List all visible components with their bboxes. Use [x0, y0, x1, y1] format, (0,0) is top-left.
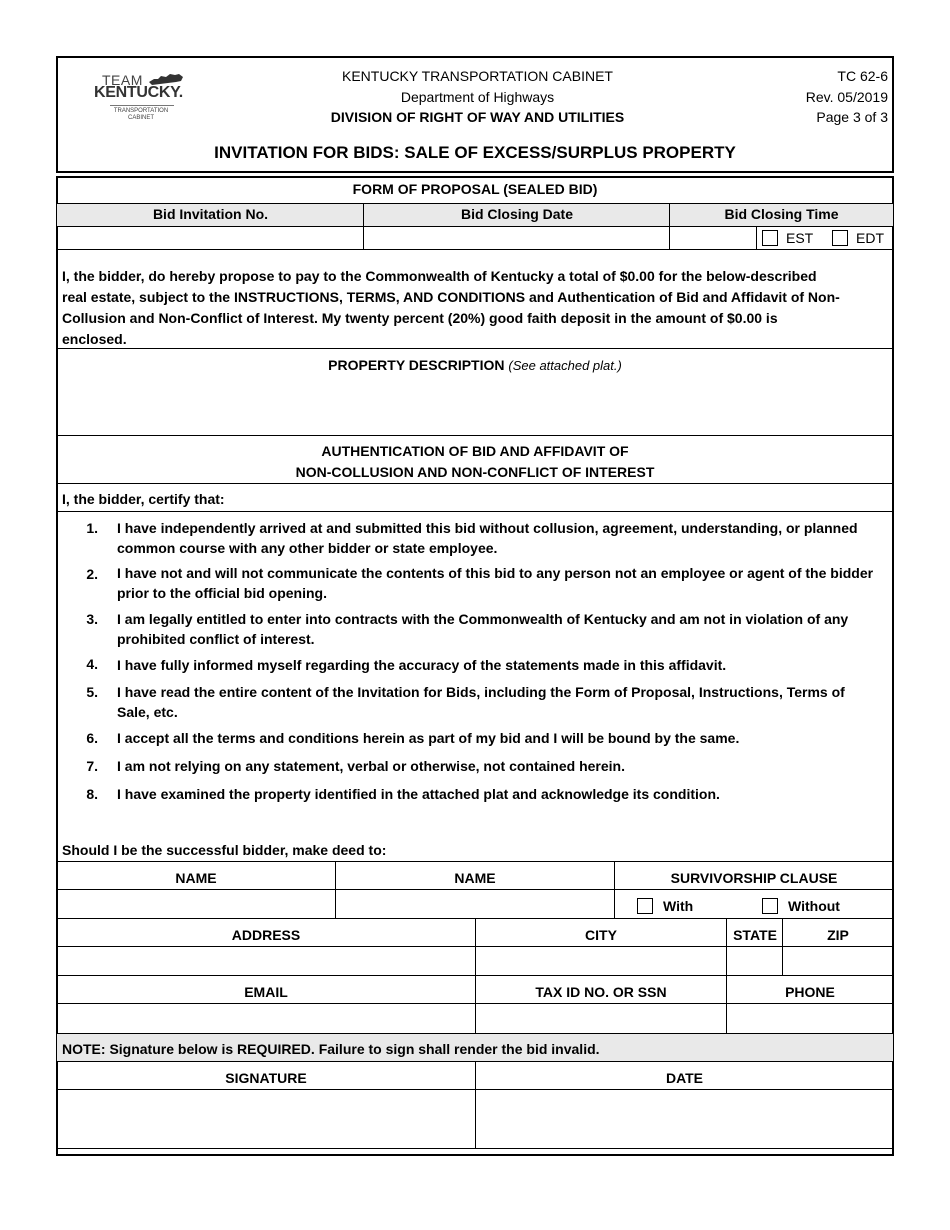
zip-label: ZIP: [827, 927, 849, 943]
affidavit-item-line: prior to the official bid opening.: [117, 585, 327, 601]
bid-statement-line: I, the bidder, do hereby propose to pay to the Commonwealth of Kentucky a total of $0.00 for the below-described: [62, 268, 817, 284]
property-description-field[interactable]: [58, 378, 892, 434]
name2-field[interactable]: [336, 890, 614, 918]
page-number: Page 3 of 3: [816, 109, 888, 125]
state-label: STATE: [733, 927, 777, 943]
affidavit-item-number: 5.: [86, 684, 98, 700]
affidavit-item-line: I am not relying on any statement, verbal or otherwise, not contained herein.: [117, 758, 625, 774]
agency-name: KENTUCKY TRANSPORTATION CABINET: [342, 68, 613, 84]
form-number: TC 62-6: [837, 68, 888, 84]
bid-closing-time-label: Bid Closing Time: [724, 206, 839, 222]
affidavit-item-line: I am legally entitled to enter into contracts with the Commonwealth of Kentucky and am not in violation of any: [117, 611, 849, 627]
affidavit-item: [117, 518, 897, 558]
city-label: CITY: [585, 927, 617, 943]
name2-label: NAME: [454, 870, 496, 886]
property-description-heading: [57, 357, 893, 373]
affidavit-title-line1: AUTHENTICATION OF BID AND AFFIDAVIT OF: [321, 443, 629, 459]
bid-invitation-no-label: Bid Invitation No.: [152, 206, 269, 222]
tax-id-field[interactable]: [476, 1004, 726, 1033]
affidavit-item: [117, 609, 897, 649]
with-checkbox[interactable]: [637, 898, 653, 914]
survivorship-label: SURVIVORSHIP CLAUSE: [670, 870, 838, 886]
bid-statement-line: real estate, subject to the INSTRUCTIONS, TERMS, AND CONDITIONS and Authentication of Bid and Affidavit of Non-: [62, 289, 840, 305]
logo-kentucky-text: KENTUCKY.: [94, 84, 183, 101]
affidavit-item: [117, 784, 897, 804]
phone-field[interactable]: [727, 1004, 893, 1033]
est-checkbox[interactable]: [762, 230, 778, 246]
affidavit-item-line: I have not and will not communicate the contents of this bid to any person not an employee or agent of the bidder: [117, 565, 874, 581]
form-title: INVITATION FOR BIDS: SALE OF EXCESS/SURPLUS PROPERTY: [214, 143, 736, 162]
signature-label: SIGNATURE: [225, 1070, 307, 1086]
without-checkbox[interactable]: [762, 898, 778, 914]
signature-note: NOTE: Signature below is REQUIRED. Failure to sign shall render the bid invalid.: [62, 1041, 600, 1057]
est-label: EST: [786, 230, 814, 246]
bid-statement: [62, 266, 892, 350]
bid-closing-date-label: Bid Closing Date: [460, 206, 573, 222]
division-name: DIVISION OF RIGHT OF WAY AND UTILITIES: [330, 109, 625, 125]
bid-closing-time-field[interactable]: [670, 227, 758, 249]
with-label: With: [663, 898, 694, 914]
form-revision: Rev. 05/2019: [805, 89, 888, 105]
date-label: DATE: [665, 1070, 704, 1086]
affidavit-item: [117, 682, 897, 722]
affidavit-item-line: I have independently arrived at and submitted this bid without collusion, agreement, understanding, or planned: [117, 520, 858, 536]
affidavit-item: [117, 728, 897, 748]
email-field[interactable]: [58, 1004, 475, 1033]
affidavit-intro: I, the bidder, certify that:: [62, 491, 225, 507]
affidavit-item-number: 1.: [86, 520, 98, 536]
phone-label: PHONE: [785, 984, 835, 1000]
logo-sub-transportation: TRANSPORTATION: [113, 108, 169, 114]
name1-field[interactable]: [58, 890, 335, 918]
property-description-label: PROPERTY DESCRIPTION: [328, 357, 505, 373]
logo-subtitle: [108, 108, 174, 122]
affidavit-item-line: common course with any other bidder or state employee.: [117, 540, 498, 556]
affidavit-item-line: prohibited conflict of interest.: [117, 631, 315, 647]
logo-sub-cabinet: CABINET: [127, 115, 154, 121]
property-description-note: (See attached plat.): [508, 358, 622, 373]
affidavit-item-line: I accept all the terms and conditions herein as part of my bid and I will be bound by the same.: [117, 730, 740, 746]
email-label: EMAIL: [244, 984, 288, 1000]
address-label: ADDRESS: [231, 927, 301, 943]
affidavit-item: [117, 756, 897, 776]
logo-divider: [110, 105, 174, 106]
edt-label: EDT: [856, 230, 884, 246]
affidavit-item-number: 3.: [86, 611, 98, 627]
affidavit-item-line: Sale, etc.: [117, 704, 178, 720]
affidavit-item-number: 6.: [86, 730, 98, 746]
affidavit-title-line2: NON-COLLUSION AND NON-CONFLICT OF INTEREST: [295, 464, 655, 480]
affidavit-item-number: 4.: [86, 656, 98, 672]
proposal-heading: FORM OF PROPOSAL (SEALED BID): [352, 181, 598, 197]
bid-statement-line: Collusion and Non-Conflict of Interest. My twenty percent (20%) good faith deposit in the amount of $0.00 is: [62, 310, 778, 326]
logo-team-text: TEAM: [102, 72, 143, 88]
affidavit-item: [117, 655, 897, 675]
affidavit-item-line: I have examined the property identified in the attached plat and acknowledge its condition.: [117, 786, 720, 802]
tax-id-label: TAX ID NO. OR SSN: [535, 984, 667, 1000]
bid-invitation-no-field[interactable]: [58, 227, 363, 249]
affidavit-item-number: 8.: [86, 786, 98, 802]
state-field[interactable]: [727, 947, 782, 975]
deed-intro: Should I be the successful bidder, make deed to:: [62, 842, 387, 858]
address-field[interactable]: [58, 947, 475, 975]
affidavit-item-line: I have fully informed myself regarding the accuracy of the statements made in this affidavit.: [117, 657, 727, 673]
name1-label: NAME: [175, 870, 217, 886]
signature-field[interactable]: [58, 1090, 475, 1148]
edt-checkbox[interactable]: [832, 230, 848, 246]
bid-statement-line: enclosed.: [62, 331, 127, 347]
affidavit-item: [117, 563, 897, 603]
date-field[interactable]: [476, 1090, 893, 1148]
zip-field[interactable]: [783, 947, 893, 975]
affidavit-item-number: 7.: [86, 758, 98, 774]
department-name: Department of Highways: [400, 89, 555, 105]
affidavit-item-line: I have read the entire content of the Invitation for Bids, including the Form of Proposal, Instructions, Terms of: [117, 684, 845, 700]
city-field[interactable]: [476, 947, 726, 975]
bid-closing-date-field[interactable]: [364, 227, 669, 249]
affidavit-item-number: 2.: [86, 566, 98, 582]
without-label: Without: [788, 898, 840, 914]
